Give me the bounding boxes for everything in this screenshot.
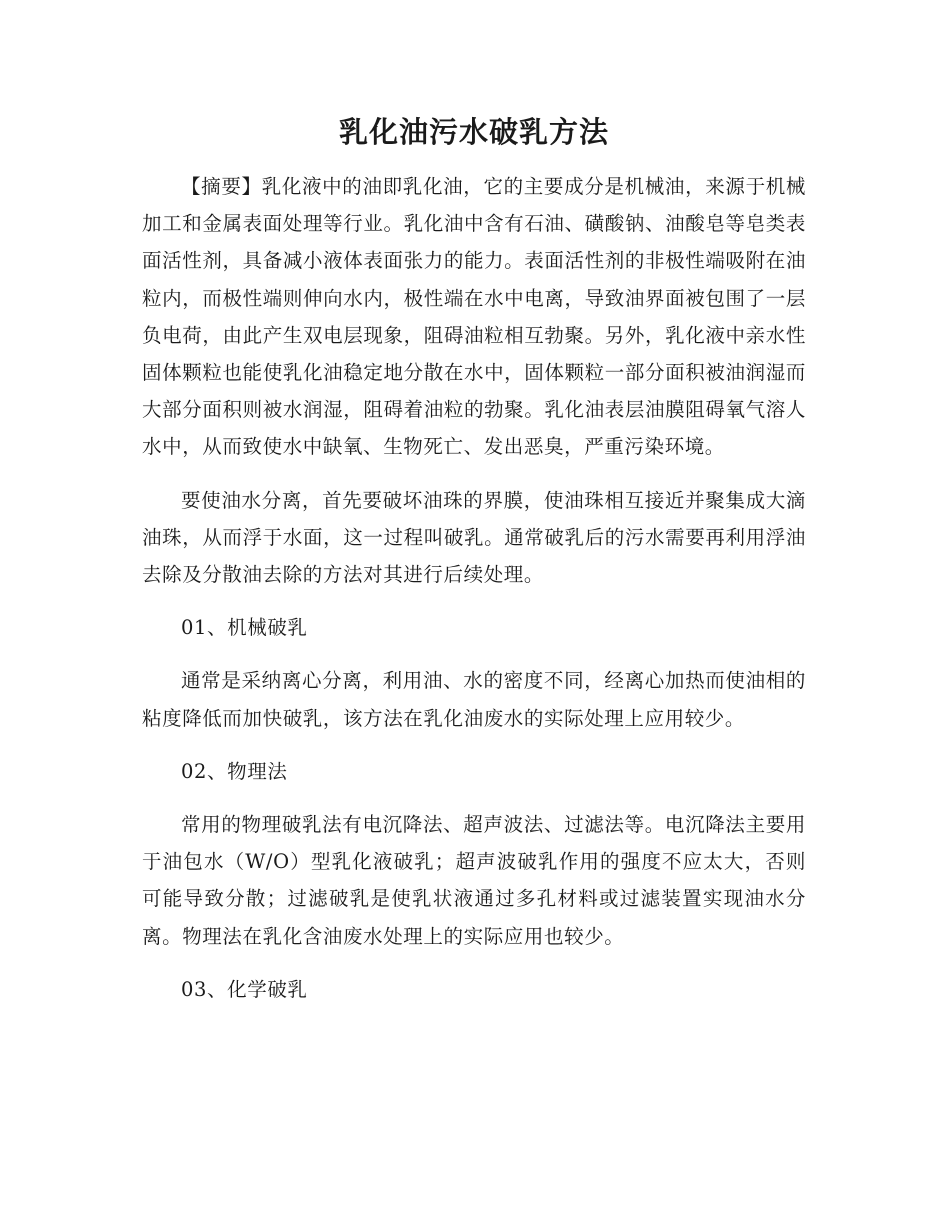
document-title: 乳化油污水破乳方法	[338, 115, 609, 149]
intro-paragraph: 要使油水分离，首先要破坏油珠的界膜，使油珠相互接近并聚集成大滴油珠，从而浮于水面，这一过程叫破乳。通常破乳后的污水需要再利用浮油去除及分散油去除的方法对其进行后续处理。	[142, 488, 806, 587]
section-heading-physical: 02、物理法	[181, 759, 288, 783]
abstract-paragraph: 【摘要】乳化液中的油即乳化油，它的主要成分是机械油，来源于机械加工和金属表面处理等行业。乳化油中含有石油、磺酸钠、油酸皂等皂类表面活性剂，具备减小液体表面张力的能力。表面活性剂的非极性端吸附在油粒内，而极性端则伸向水内，极性端在水中电离，导致油界面被包围了一层负电荷，由此产生双电层现象，阻碍油粒相互勃聚。另外，乳化液中亲水性固体颗粒也能使乳化油稳定地分散在水中，固体颗粒一部分面积被油润湿而大部分面积则被水润湿，阻碍着油粒的勃聚。乳化油表层油膜阻碍氧气溶人水中，从而致使水中缺氧、生物死亡、发出恶臭，严重污染环境。	[142, 175, 806, 459]
document-page	[142, 108, 806, 1008]
section-heading-mechanical: 01、机械破乳	[181, 616, 308, 640]
section-body-mechanical: 通常是采纳离心分离，利用油、水的密度不同，经离心加热而使油相的粘度降低而加快破乳，该方法在乳化油废水的实际处理上应用较少。	[142, 669, 806, 730]
section-heading-chemical: 03、化学破乳	[181, 977, 308, 1001]
section-body-physical: 常用的物理破乳法有电沉降法、超声波法、过滤法等。电沉降法主要用于油包水（W/O）型乳化液破乳；超声波破乳作用的强度不应太大，否则可能导致分散；过滤破乳是使乳状液通过多孔材料或过滤装置实现油水分离。物理法在乳化含油废水处理上的实际应用也较少。	[142, 813, 806, 948]
